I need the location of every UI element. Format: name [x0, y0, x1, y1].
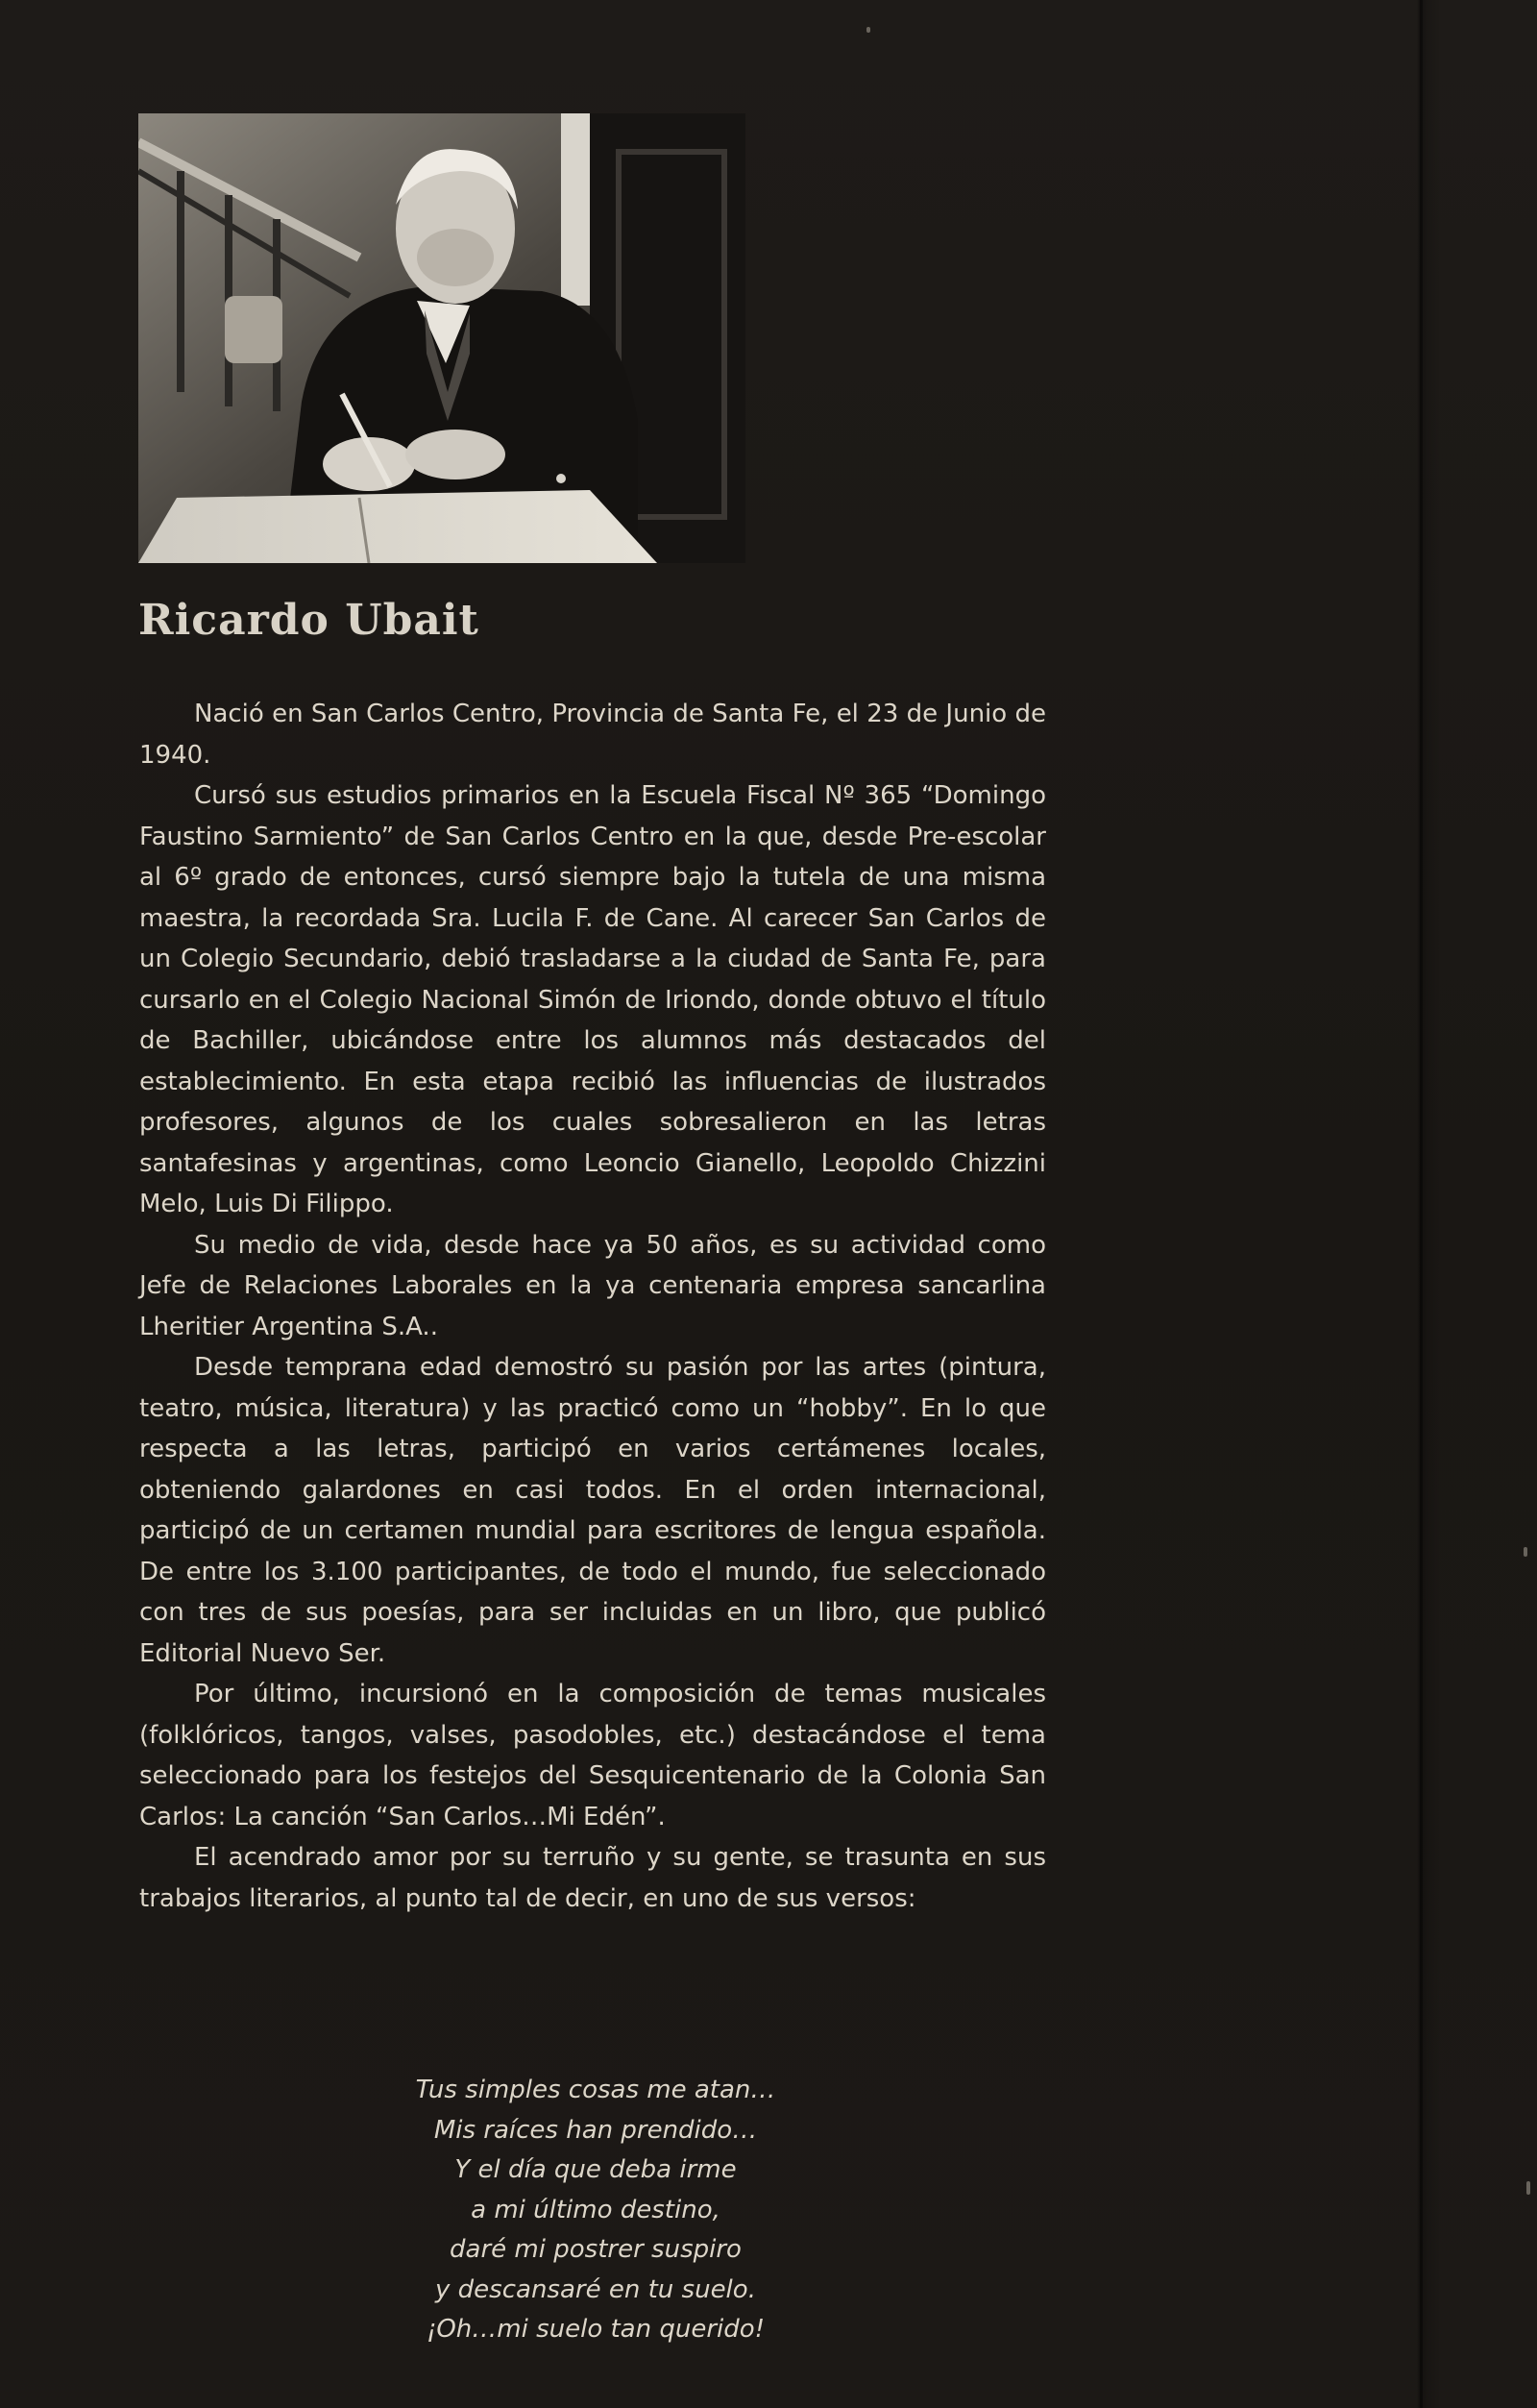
poem-line: Tus simples cosas me atan…	[415, 2076, 776, 2104]
poem-line: daré mi postrer suspiro	[450, 2235, 742, 2264]
author-portrait-photo	[138, 113, 745, 563]
poem-verse	[288, 2071, 903, 2350]
paper-speck	[866, 27, 870, 33]
paper-speck	[1526, 2181, 1530, 2195]
bio-paragraph: El acendrado amor por su terruño y su gente, se trasunta en sus trabajos literarios, al punto tal de decir, en uno de sus versos:	[139, 1843, 1046, 1913]
biography-text	[139, 694, 1046, 1919]
poem-line: y descansaré en tu suelo.	[435, 2274, 756, 2304]
poem-line: ¡Oh…mi suelo tan querido!	[426, 2315, 766, 2344]
page-fold-shadow	[1420, 0, 1423, 2408]
author-name: Ricardo Ubait	[138, 596, 479, 645]
bio-paragraph: Por último, incursionó en la composición de temas musicales (folklóricos, tangos, valses, pasodobles, etc.) destacándose el tema seleccionado para los festejos del Sesquicentenario de la Colonia San Carlos: La canción “San Carlos…Mi Edén”.	[139, 1680, 1046, 1831]
bio-paragraph: Desde temprana edad demostró su pasión por las artes (pintura, teatro, música, literatura) y las practicó como un “hobby”. En lo que respecta a las letras, participó en varios certámenes locales, obteniendo galardones en casi todos. En el orden internacional, participó de un certamen mundial para escritores de lengua española. De entre los 3.100 participantes, de todo el mundo, fue seleccionado con tres de sus poesías, para ser incluidas en un libro, que publicó Editorial Nuevo Ser.	[139, 1353, 1046, 1668]
bio-paragraph: Nació en San Carlos Centro, Provincia de Santa Fe, el 23 de Junio de 1940.	[139, 700, 1046, 770]
bio-paragraph: Su medio de vida, desde hace ya 50 años, es su actividad como Jefe de Relaciones Laborales en la ya centenaria empresa sancarlina Lheritier Argentina S.A..	[139, 1230, 1046, 1341]
poem-line: Mis raíces han prendido…	[433, 2115, 758, 2145]
poem-line: a mi último destino,	[471, 2195, 720, 2224]
paper-speck	[1524, 1547, 1527, 1557]
poem-line: Y el día que deba irme	[454, 2155, 737, 2184]
portrait-photo-icon	[138, 113, 745, 563]
bio-paragraph: Cursó sus estudios primarios en la Escuela Fiscal Nº 365 “Domingo Faustino Sarmiento” de San Carlos Centro en la que, desde Pre-escolar al 6º grado de entonces, cursó siempre bajo la tutela de una misma maestra, la recordada Sra. Lucila F. de Cane. Al carecer San Carlos de un Colegio Secundario, debió trasladarse a la ciudad de Santa Fe, para cursarlo en el Colegio Nacional Simón de Iriondo, donde obtuvo el título de Bachiller, ubicándose entre los alumnos más destacados del establecimiento. En esta etapa recibió las influencias de ilustrados profesores, algunos de los cuales sobresalieron en las letras santafesinas y argentinas, como Leoncio Gianello, Leopoldo Chizzini Melo, Luis Di Filippo.	[139, 781, 1046, 1218]
